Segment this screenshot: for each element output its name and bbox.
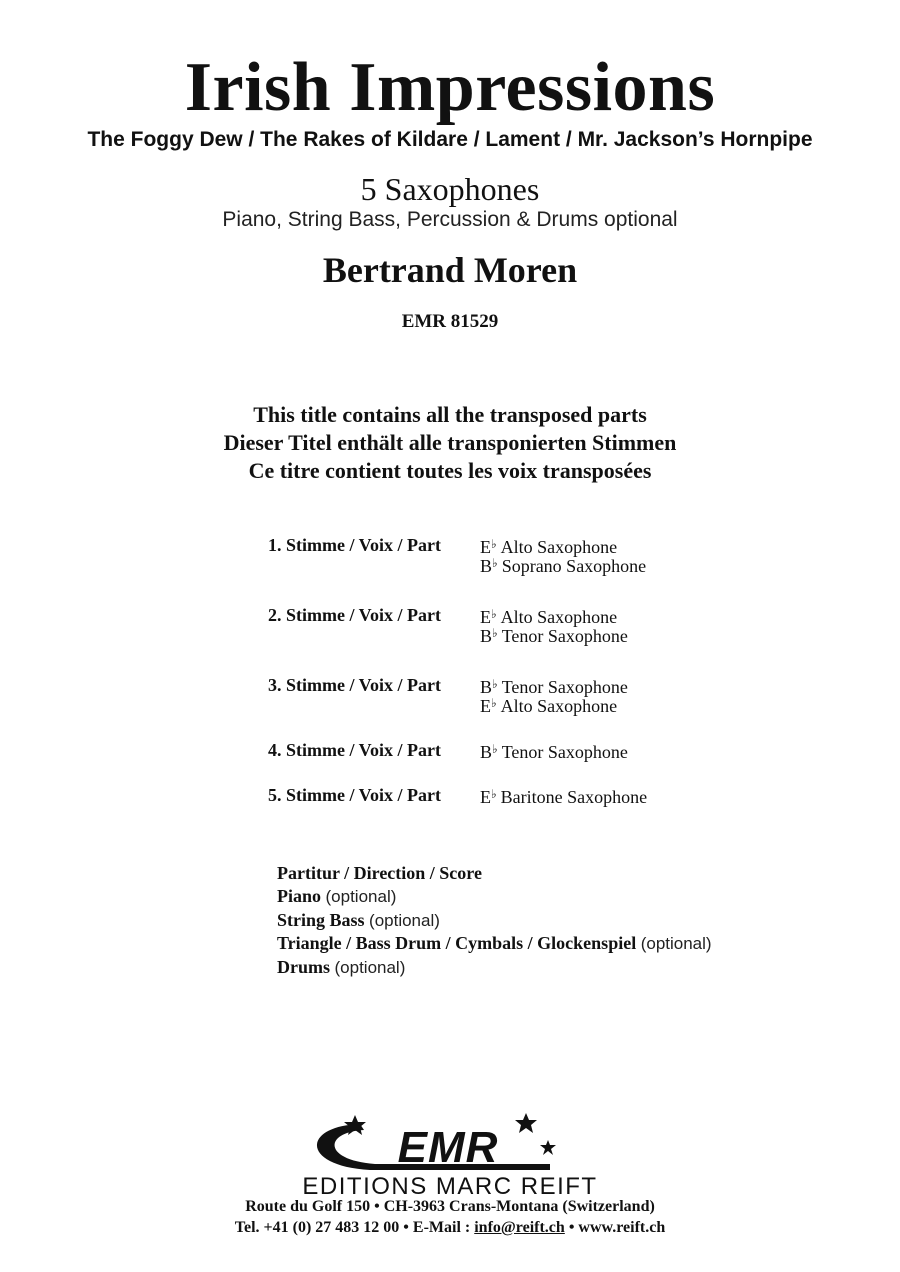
flat-symbol: ♭ (491, 537, 497, 551)
logo-star (540, 1140, 556, 1155)
flat-symbol: ♭ (492, 556, 498, 570)
part-instrument: E♭ Baritone Saxophone (480, 787, 648, 807)
title: Irish Impressions (184, 49, 716, 126)
publisher-name: EDITIONS MARC REIFT (302, 1173, 598, 1200)
catalog-number: EMR 81529 (401, 311, 499, 332)
part-label: 1. Stimme / Voix / Part (268, 535, 441, 555)
part-instruments (480, 535, 647, 576)
part-instruments (480, 675, 628, 716)
part-instrument: E♭ Alto Saxophone (480, 537, 618, 557)
part-instrument: B♭ Tenor Saxophone (480, 677, 628, 697)
part-label: 5. Stimme / Voix / Part (268, 785, 441, 805)
part-instruments (480, 605, 628, 646)
publisher-address: Route du Golf 150 • CH-3963 Crans-Montana (Switzerland) (245, 1198, 655, 1215)
flat-symbol: ♭ (492, 677, 498, 691)
website-link[interactable]: www.reift.ch (578, 1219, 666, 1236)
instrumentation: 5 Saxophones (360, 171, 540, 207)
email-link[interactable]: info@reift.ch (474, 1219, 565, 1236)
extra-part: String Bass (optional) (277, 909, 440, 930)
flat-symbol: ♭ (492, 742, 498, 756)
part-instrument: B♭ Soprano Saxophone (480, 556, 647, 576)
part-instrument: B♭ Tenor Saxophone (480, 742, 628, 762)
flat-symbol: ♭ (491, 696, 497, 710)
extra-part: Triangle / Bass Drum / Cymbals / Glockenspiel (optional) (277, 933, 712, 954)
part-instrument: E♭ Alto Saxophone (480, 607, 618, 627)
extra-part: Piano (optional) (277, 885, 397, 906)
subtitle: The Foggy Dew / The Rakes of Kildare / Lament / Mr. Jackson’s Hornpipe (87, 128, 813, 151)
part-instruments (480, 785, 648, 807)
phone: Tel. +41 (0) 27 483 12 00 (234, 1219, 400, 1236)
part-label: 3. Stimme / Voix / Part (268, 675, 441, 695)
part-label: 2. Stimme / Voix / Part (268, 605, 441, 625)
logo-star (515, 1113, 537, 1133)
composer: Bertrand Moren (322, 250, 578, 290)
flat-symbol: ♭ (492, 626, 498, 640)
flat-symbol: ♭ (491, 607, 497, 621)
extra-part: Partitur / Direction / Score (277, 863, 482, 883)
part-instrument: B♭ Tenor Saxophone (480, 626, 628, 646)
emr-logo (300, 1110, 570, 1180)
optional-instruments: Piano, String Bass, Percussion & Drums optional (222, 208, 678, 231)
flat-symbol: ♭ (491, 787, 497, 801)
notice-en: This title contains all the transposed parts (253, 402, 647, 427)
part-instrument: E♭ Alto Saxophone (480, 696, 618, 716)
part-instruments (480, 740, 628, 762)
extra-part: Drums (optional) (277, 957, 406, 978)
notice-fr: Ce titre contient toutes les voix transposées (248, 458, 652, 483)
part-label: 4. Stimme / Voix / Part (268, 740, 441, 760)
notice-de: Dieser Titel enthält alle transponierten Stimmen (223, 430, 677, 455)
email-label: E-Mail : (412, 1219, 471, 1236)
transposition-notice (0, 401, 900, 485)
publisher-contact: Tel. +41 (0) 27 483 12 00 • E-Mail : info@reift.ch • www.reift.ch (234, 1219, 666, 1236)
additional-parts (277, 862, 712, 980)
logo-text: EMR (397, 1123, 499, 1172)
